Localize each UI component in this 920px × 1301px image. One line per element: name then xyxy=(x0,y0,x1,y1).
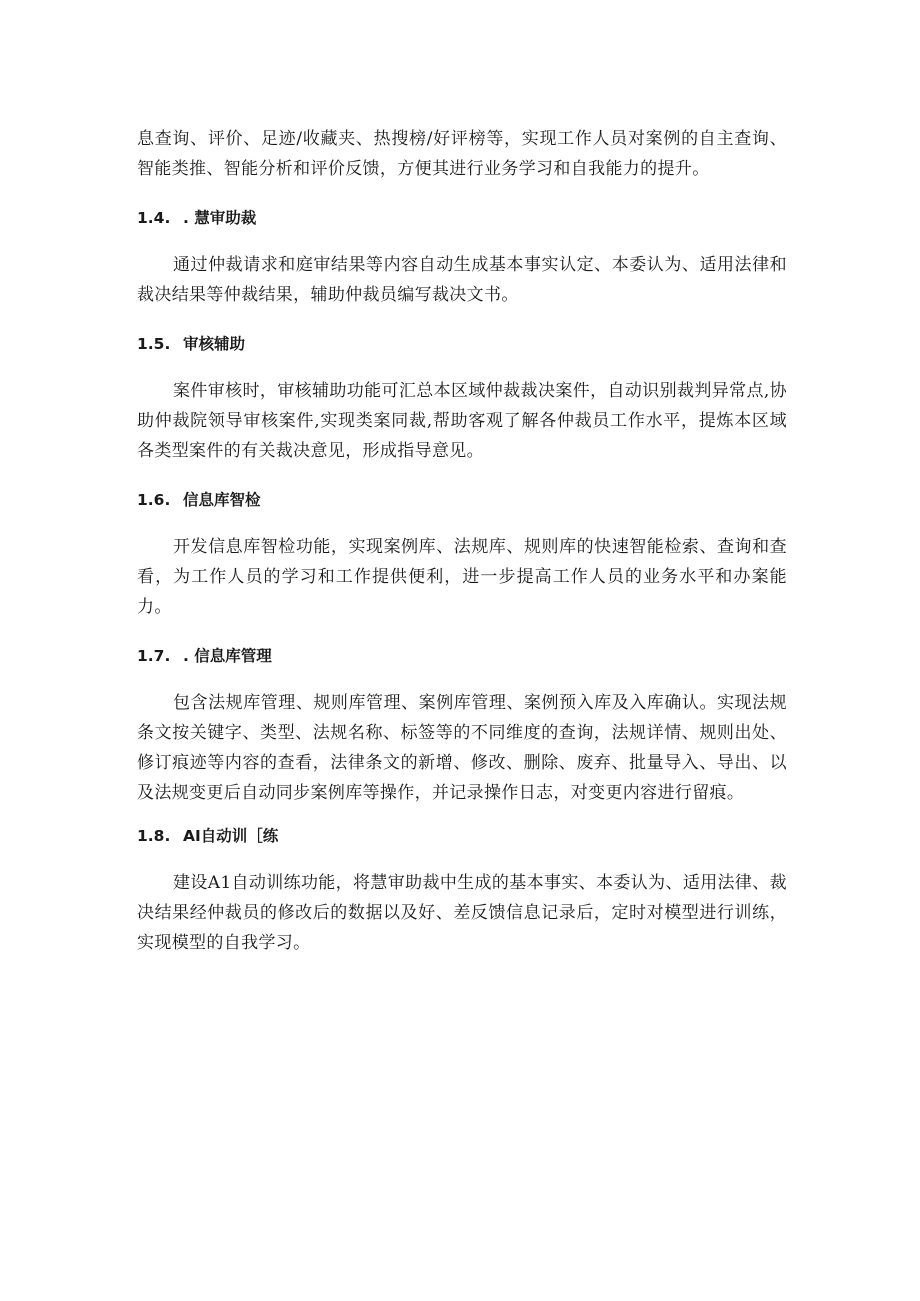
section-title: 审核辅助 xyxy=(183,335,246,353)
section-number: 1.4. xyxy=(137,209,171,227)
section-heading-1-7 xyxy=(137,644,787,668)
section-paragraph-1-8: 建设A1自动训练功能，将慧审助裁中生成的基本事实、本委认为、适用法律、裁决结果经仲裁员的修改后的数据以及好、差反馈信息记录后，定时对模型进行训练，实现模型的自我学习。 xyxy=(137,873,787,953)
section-paragraph-1-6: 开发信息库智检功能，实现案例库、法规库、规则库的快速智能检索、查询和查看，为工作人员的学习和工作提供便利，进一步提高工作人员的业务水平和办案能力。 xyxy=(137,537,787,617)
section-number: 1.5. xyxy=(137,335,171,353)
section-heading-1-8 xyxy=(137,824,787,848)
intro-paragraph: 息查询、评价、足迹/收藏夹、热搜榜/好评榜等，实现工作人员对案例的自主查询、智能类推、智能分析和评价反馈，方便其进行业务学习和自我能力的提升。 xyxy=(137,129,787,179)
section-heading-1-5 xyxy=(137,332,787,356)
section-paragraph-1-5: 案件审核时，审核辅助功能可汇总本区域仲裁裁决案件，自动识别裁判异常点,协助仲裁院领导审核案件,实现类案同裁,帮助客观了解各仲裁员工作水平，提炼本区域各类型案件的有关裁决意见，形成指导意见。 xyxy=(137,381,787,461)
document-body xyxy=(137,124,787,958)
section-heading-1-4 xyxy=(137,206,787,230)
section-paragraph-1-7: 包含法规库管理、规则库管理、案例库管理、案例预入库及入库确认。实现法规条文按关键字、类型、法规名称、标签等的不同维度的查询，法规详情、规则出处、修订痕迹等内容的查看，法律条文的新增、修改、删除、废弃、批量导入、导出、以及法规变更后自动同步案例库等操作，并记录操作日志，对变更内容进行留痕。 xyxy=(137,693,787,803)
section-title: AI自动训［练 xyxy=(183,827,279,845)
section-paragraph-1-4: 通过仲裁请求和庭审结果等内容自动生成基本事实认定、本委认为、适用法律和裁决结果等仲裁结果，辅助仲裁员编写裁决文书。 xyxy=(137,255,787,305)
section-title: . 慧审助裁 xyxy=(183,209,257,227)
section-title: . 信息库管理 xyxy=(183,647,272,665)
section-number: 1.8. xyxy=(137,827,171,845)
section-title: 信息库智检 xyxy=(183,491,261,509)
section-heading-1-6 xyxy=(137,488,787,512)
section-number: 1.6. xyxy=(137,491,171,509)
section-number: 1.7. xyxy=(137,647,171,665)
